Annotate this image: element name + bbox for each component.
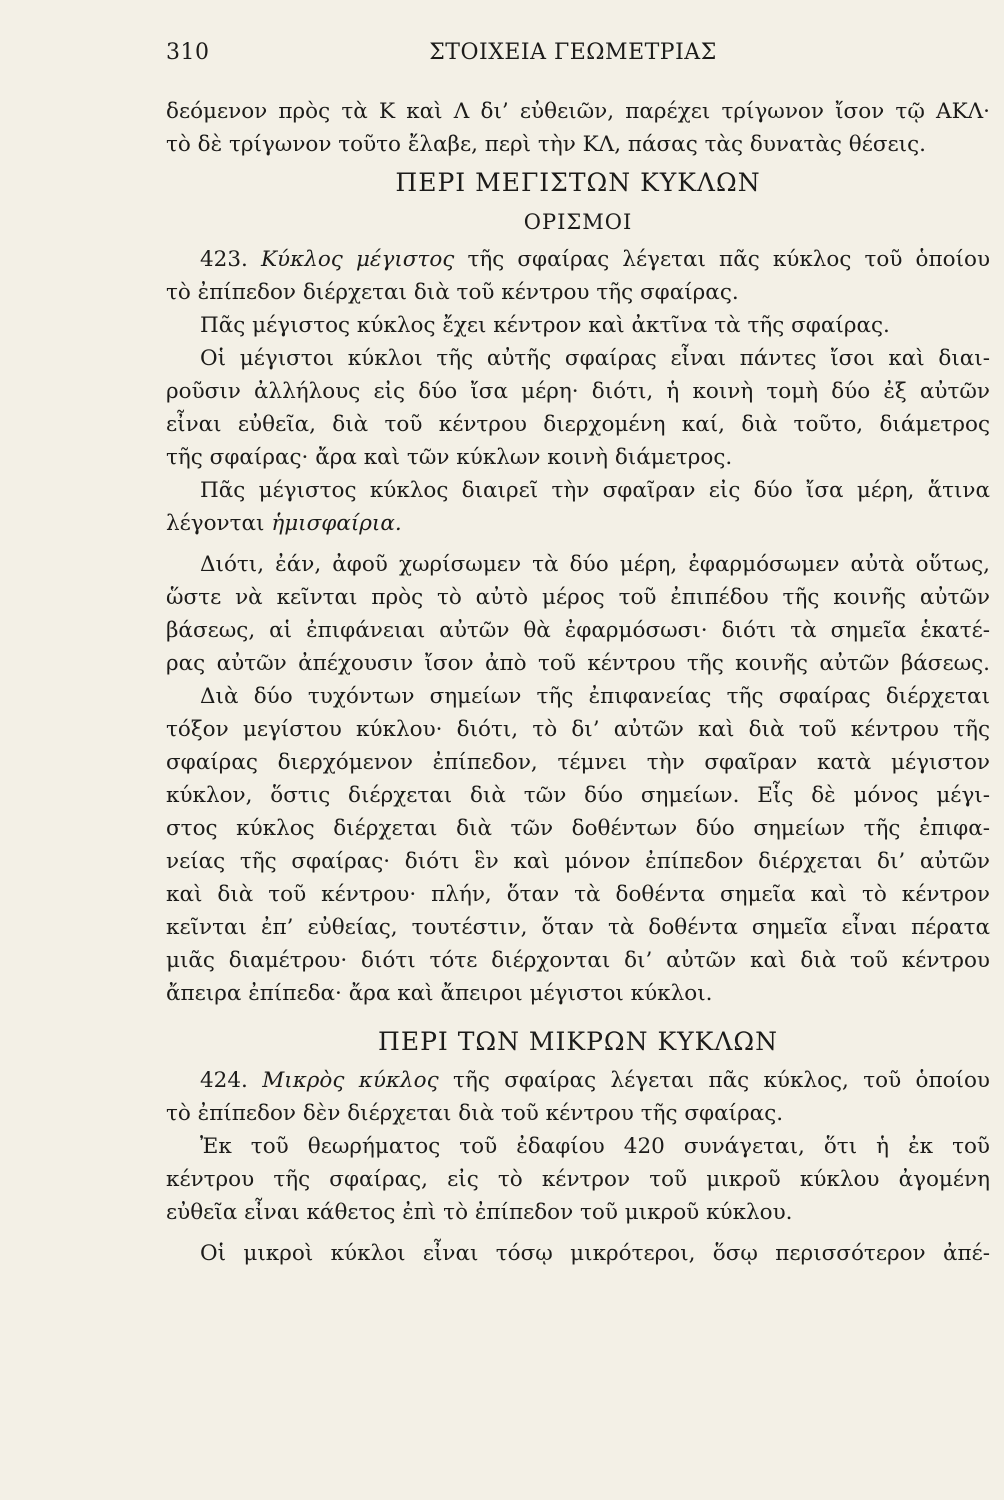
section-heading-great-circles: ΠΕΡΙ ΜΕΓΙΣΤΩΝ ΚΥΚΛΩΝ [395,168,761,197]
text-line: στος κύκλος διέρχεται διὰ τῶν δοθέντων δύο σημείων τῆς ἐπιφα- [166,816,990,841]
text-line: τὸ ἐπίπεδον διέρχεται διὰ τοῦ κέντρου τῆς σφαίρας. [166,280,739,305]
section-heading-small-circles: ΠΕΡΙ ΤΩΝ ΜΙΚΡΩΝ ΚΥΚΛΩΝ [378,1027,778,1056]
paragraph-small-circles [166,1237,990,1270]
text-line: δεόμενον πρὸς τὰ Κ καὶ Λ δι’ εὐθειῶν, παρέχει τρίγωνον ἴσον τῷ ΑΚΛ· [166,99,990,124]
page-number: 310 [166,40,210,65]
text-line: ὥστε νὰ κεῖνται πρὸς τὸ αὐτὸ μέρος τοῦ ἐπιπέδου τῆς κοινῆς αὐτῶν [166,585,990,610]
text-line: ἄπειρα ἐπίπεδα· ἄρα καὶ ἄπειροι μέγιστοι κύκλοι. [166,981,713,1006]
definition-term: Κύκλος μέγιστος [261,247,455,272]
text-line: Διὰ δύο τυχόντων σημείων τῆς ἐπιφανείας τῆς σφαίρας διέρχεται [200,684,990,709]
text-line: Διότι, ἐάν, ἀφοῦ χωρίσωμεν τὰ δύο μέρη, ἐφαρμόσωμεν αὐτὰ οὕτως, [200,552,990,577]
running-title: ΣΤΟΙΧΕΙΑ ΓΕΩΜΕΤΡΙΑΣ [429,40,717,65]
text-line: καὶ διὰ τοῦ κέντρου· πλήν, ὅταν τὰ δοθέντα σημεῖα καὶ τὸ κέντρον [166,882,990,907]
definition-number: 424. [200,1068,248,1093]
text-line: Πᾶς μέγιστος κύκλος διαιρεῖ τὴν σφαῖραν εἰς δύο ἴσα μέρη, ἅτινα [200,478,990,503]
text-line: ροῦσιν ἀλλήλους εἰς δύο ἴσα μέρη· διότι, ἡ κοινὴ τομὴ δύο ἐξ αὐτῶν [166,379,990,404]
text-line: Ἐκ τοῦ θεωρήματος τοῦ ἐδαφίου 420 συνάγεται, ὅτι ἡ ἐκ τοῦ [200,1134,990,1159]
paragraph-theorem [166,1130,990,1229]
definition-text: τῆς σφαίρας λέγεται πᾶς κύκλος, τοῦ ὁποίου [453,1068,990,1093]
definition-text: τῆς σφαίρας λέγεται πᾶς κύκλος τοῦ ὁποίου [467,247,991,272]
text-line: νείας τῆς σφαίρας· διότι ἓν καὶ μόνον ἐπίπεδον διέρχεται δι’ αὐτῶν [166,849,990,874]
text-line: ρας αὐτῶν ἀπέχουσιν ἴσον ἀπὸ τοῦ κέντρου τῆς κοινῆς αὐτῶν βάσεως. [166,651,990,676]
definition-term: Μικρὸς κύκλος [262,1068,439,1093]
definitions-subheading: ΟΡΙΣΜΟΙ [523,210,633,234]
paragraph-equal-circles [166,342,990,474]
text-line: εὐθεῖα εἶναι κάθετος ἐπὶ τὸ ἐπίπεδον τοῦ μικροῦ κύκλου. [166,1200,793,1225]
spacer [166,1010,990,1020]
paragraph-center-radius [166,309,990,342]
text-line: τὸ δὲ τρίγωνον τοῦτο ἔλαβε, περὶ τὴν ΚΛ, πάσας τὰς δυνατὰς θέσεις. [166,132,926,157]
definition-number: 423. [200,247,248,272]
text-line: κύκλον, ὅστις διέρχεται διὰ τῶν δύο σημείων. Εἷς δὲ μόνος μέγι- [166,783,990,808]
running-head [166,40,990,65]
text-fragment: λέγονται [166,511,265,536]
text-line: τῆς σφαίρας· ἄρα καὶ τῶν κύκλων κοινὴ διάμετρος. [166,445,733,470]
text-line: Οἱ μικροὶ κύκλοι εἶναι τόσῳ μικρότεροι, ὅσῳ περισσότερον ἀπέ- [200,1241,990,1266]
text-line: Οἱ μέγιστοι κύκλοι τῆς αὐτῆς σφαίρας εἶναι πάντες ἴσοι καὶ διαι- [200,346,990,371]
text-line: τὸ ἐπίπεδον δὲν διέρχεται διὰ τοῦ κέντρου τῆς σφαίρας. [166,1101,784,1126]
text-line: τόξον μεγίστου κύκλου· διότι, τὸ δι’ αὐτῶν καὶ διὰ τοῦ κέντρου τῆς [166,717,990,742]
text-line: κέντρου τῆς σφαίρας, εἰς τὸ κέντρον τοῦ μικροῦ κύκλου ἀγομένη [166,1167,990,1192]
hemispheres-term: ἡμισφαίρια. [271,511,402,536]
text-line [166,243,990,276]
text-line: κεῖνται ἐπ’ εὐθείας, τουτέστιν, ὅταν τὰ δοθέντα σημεῖα εἶναι πέρατα [166,915,990,940]
text-line: σφαίρας διερχόμενον ἐπίπεδον, τέμνει τὴν σφαῖραν κατὰ μέγιστον [166,750,990,775]
paragraph-hemispheres [166,474,990,540]
text-line: μιᾶς διαμέτρου· διότι τότε διέρχονται δι’ αὐτῶν καὶ διὰ τοῦ κέντρου [166,948,990,973]
text-line [166,1064,990,1097]
definition-424 [166,1064,990,1130]
paragraph-proof [166,548,990,680]
definition-423 [166,243,990,309]
text-line: εἶναι εὐθεῖα, διὰ τοῦ κέντρου διερχομένη καί, διὰ τοῦτο, διάμετρος [166,412,990,437]
top-paragraph [166,95,990,161]
paragraph-two-points [166,680,990,1010]
text-line: βάσεως, αἱ ἐπιφάνειαι αὐτῶν θὰ ἐφαρμόσωσι· διότι τὰ σημεῖα ἑκατέ- [166,618,990,643]
text-line [166,507,990,540]
text-line: Πᾶς μέγιστος κύκλος ἔχει κέντρον καὶ ἀκτῖνα τὰ τῆς σφαίρας. [200,313,890,338]
